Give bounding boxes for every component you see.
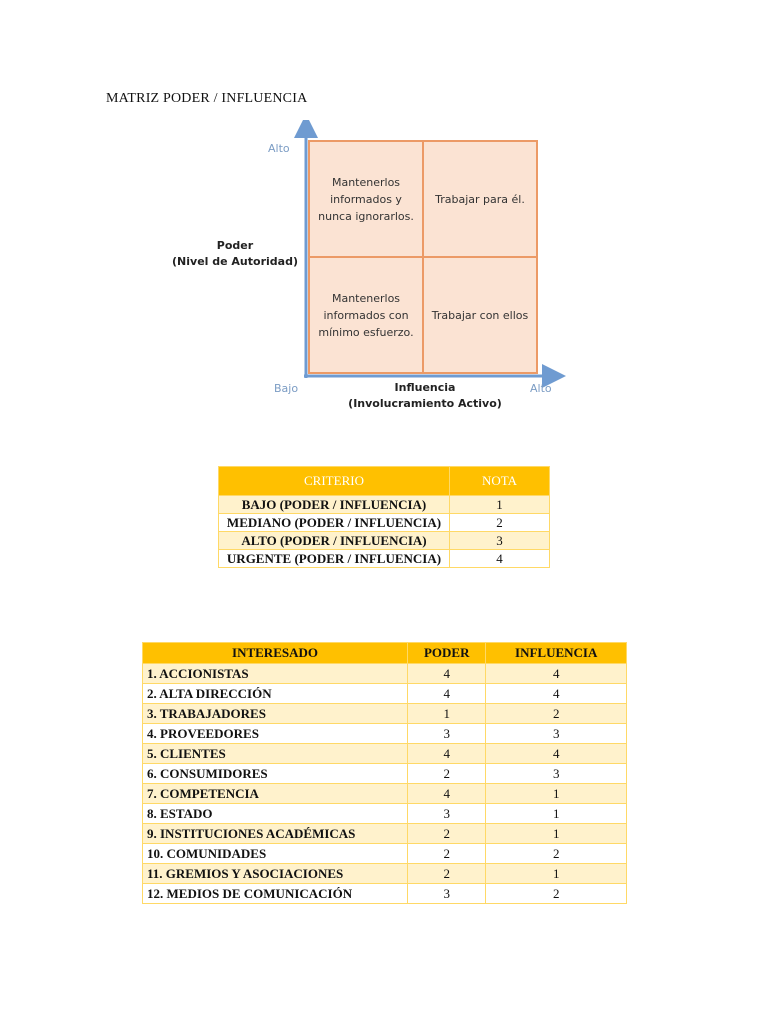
nota-header: NOTA (450, 467, 550, 496)
poder-value: 3 (408, 724, 486, 744)
poder-value: 1 (408, 704, 486, 724)
table-row (143, 844, 627, 864)
nota-cell: 1 (450, 496, 550, 514)
power-influence-matrix (170, 120, 590, 420)
stakeholder-name: 4. PROVEEDORES (143, 724, 408, 744)
influencia-header: INFLUENCIA (486, 643, 627, 664)
stakeholder-table (142, 642, 627, 904)
nota-cell: 3 (450, 532, 550, 550)
influencia-value: 2 (486, 844, 627, 864)
criteria-cell: URGENTE (PODER / INFLUENCIA) (219, 550, 450, 568)
y-axis-title: Poder (Nivel de Autoridad) (172, 239, 298, 268)
table-row (143, 864, 627, 884)
quadrant-bottom-left: Mantenerlos informados con mínimo esfuerzo. (308, 256, 424, 374)
document-title: MATRIZ PODER / INFLUENCIA (106, 91, 308, 106)
interesado-header: INTERESADO (143, 643, 408, 664)
table-row (143, 884, 627, 904)
table-row (143, 704, 627, 724)
table-row (219, 550, 550, 568)
poder-value: 4 (408, 784, 486, 804)
poder-value: 4 (408, 744, 486, 764)
quadrant-top-right: Trabajar para él. (422, 140, 538, 258)
stakeholder-name: 6. CONSUMIDORES (143, 764, 408, 784)
influencia-value: 1 (486, 804, 627, 824)
poder-value: 4 (408, 684, 486, 704)
poder-value: 3 (408, 884, 486, 904)
poder-value: 2 (408, 844, 486, 864)
table-row (143, 784, 627, 804)
poder-header: PODER (408, 643, 486, 664)
influencia-value: 1 (486, 784, 627, 804)
influencia-value: 3 (486, 724, 627, 744)
stakeholder-name: 12. MEDIOS DE COMUNICACIÓN (143, 884, 408, 904)
table-row (143, 804, 627, 824)
table-row (219, 496, 550, 514)
stakeholder-name: 11. GREMIOS Y ASOCIACIONES (143, 864, 408, 884)
nota-cell: 2 (450, 514, 550, 532)
influencia-value: 3 (486, 764, 627, 784)
stakeholder-name: 10. COMUNIDADES (143, 844, 408, 864)
criteria-cell: MEDIANO (PODER / INFLUENCIA) (219, 514, 450, 532)
stakeholder-name: 7. COMPETENCIA (143, 784, 408, 804)
table-row (143, 664, 627, 684)
table-row (143, 724, 627, 744)
poder-value: 2 (408, 864, 486, 884)
table-row (143, 744, 627, 764)
criteria-cell: BAJO (PODER / INFLUENCIA) (219, 496, 450, 514)
criteria-header: CRITERIO (219, 467, 450, 496)
stakeholder-header-row (143, 643, 627, 664)
influencia-value: 1 (486, 824, 627, 844)
x-axis-title: Influencia (Involucramiento Activo) (348, 381, 502, 410)
criteria-table (218, 466, 550, 568)
influencia-value: 1 (486, 864, 627, 884)
table-row (143, 824, 627, 844)
stakeholder-name: 3. TRABAJADORES (143, 704, 408, 724)
x-axis-low-label: Bajo (274, 382, 299, 395)
influencia-value: 4 (486, 744, 627, 764)
stakeholder-name: 2. ALTA DIRECCIÓN (143, 684, 408, 704)
table-row (143, 764, 627, 784)
influencia-value: 4 (486, 664, 627, 684)
criteria-header-row (219, 467, 550, 496)
influencia-value: 4 (486, 684, 627, 704)
influencia-value: 2 (486, 884, 627, 904)
criteria-cell: ALTO (PODER / INFLUENCIA) (219, 532, 450, 550)
nota-cell: 4 (450, 550, 550, 568)
stakeholder-name: 8. ESTADO (143, 804, 408, 824)
quadrant-top-left: Mantenerlos informados y nunca ignorarlos. (308, 140, 424, 258)
table-row (219, 514, 550, 532)
table-row (143, 684, 627, 704)
x-axis-high-label: Alto (530, 382, 552, 395)
poder-value: 4 (408, 664, 486, 684)
quadrant-bottom-right: Trabajar con ellos (422, 256, 538, 374)
stakeholder-name: 9. INSTITUCIONES ACADÉMICAS (143, 824, 408, 844)
poder-value: 2 (408, 764, 486, 784)
stakeholder-name: 1. ACCIONISTAS (143, 664, 408, 684)
poder-value: 3 (408, 804, 486, 824)
poder-value: 2 (408, 824, 486, 844)
stakeholder-name: 5. CLIENTES (143, 744, 408, 764)
y-axis-high-label: Alto (268, 142, 290, 155)
influencia-value: 2 (486, 704, 627, 724)
table-row (219, 532, 550, 550)
